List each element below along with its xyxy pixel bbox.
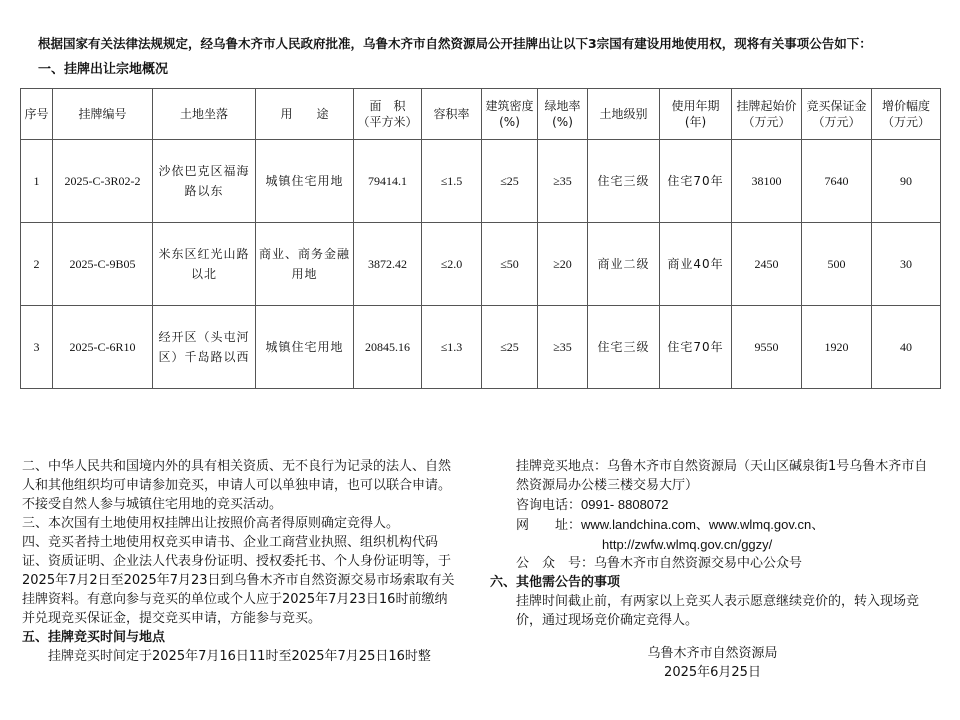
cell-years: 住宅70年 [660,140,732,223]
cell-green: ≥35 [538,306,588,389]
phone-label: 咨询电话： [516,498,582,513]
deposit-header-line1: 竞买保证金 [806,99,867,113]
cell-deposit: 500 [802,223,872,306]
green-header-line2: (%) [552,115,573,129]
col-header-far: 容积率 [422,89,482,140]
col-header-grade: 土地级别 [588,89,660,140]
cell-location: 米东区红光山路以北 [153,223,256,306]
section-2-eligibility: 二、中华人民共和国境内外的具有相关资质、无不良行为记录的法人、自然人和其他组织均可申请参加竞买，申请人可以单独申请，也可以联合申请。不接受自然人参与城镇住宅用地的竞买活动。 [22,459,452,512]
cell-start-price: 9550 [732,306,802,389]
cell-start-price: 38100 [732,140,802,223]
left-column [22,457,458,666]
section-4-application: 四、竞买者持土地使用权竞买申请书、企业工商营业执照、组织机构代码证、资质证明、企业法人代表身份证明、授权委托书、个人身份证明等，于2025年7月2日至2025年7月23日到乌鲁木齐市自然资源交易市场索取有关挂牌资料。有意向参与竞买的单位或个人应于2025年7月23日16时前缴纳并兑现竞买保证金，提交竞买申请，方能参与竞买。 [22,535,455,626]
cell-area: 3872.42 [354,223,422,306]
inc-header-line2: （万元） [881,115,930,129]
density-header-line1: 建筑密度 [485,99,534,113]
col-header-use: 用 途 [256,89,354,140]
col-header-location: 土地坐落 [153,89,256,140]
cell-density: ≤25 [482,140,538,223]
col-header-green [538,89,588,140]
listing-place: 挂牌竞买地点：乌鲁木齐市自然资源局（天山区碱泉街1号乌鲁木齐市自然资源局办公楼三楼交易大厅） [516,459,928,493]
issue-date: 2025年6月25日 [664,665,761,680]
wechat-account: 公 众 号：乌鲁木齐市自然资源交易中心公众号 [516,556,803,571]
cell-area: 79414.1 [354,140,422,223]
cell-increment: 40 [872,306,941,389]
announcement-intro: 根据国家有关法律法规规定，经乌鲁木齐市人民政府批准，乌鲁木齐市自然资源局公开挂牌出让以下3宗国有建设用地使用权，现将有关事项公告如下： [38,36,872,51]
col-header-start-price [732,89,802,140]
cell-deposit: 1920 [802,306,872,389]
col-header-deposit [802,89,872,140]
cell-years: 商业40年 [660,223,732,306]
cell-no: 2 [21,223,53,306]
area-header-line2: （平方米） [357,115,418,129]
contact-phone [490,495,935,515]
cell-far: ≤2.0 [422,223,482,306]
cell-location: 经开区（头屯河区）千岛路以西 [153,306,256,389]
phone-number: 0991- 8808072 [581,497,669,512]
cell-green: ≥20 [538,223,588,306]
cell-far: ≤1.5 [422,140,482,223]
col-header-increment [872,89,941,140]
green-header-line1: 绿地率 [544,99,581,113]
section-6-title: 六、其他需公告的事项 [490,575,621,590]
cell-increment: 30 [872,223,941,306]
cell-density: ≤50 [482,223,538,306]
cell-start-price: 2450 [732,223,802,306]
col-header-years: 使用年期(年) [660,89,732,140]
right-column [490,457,935,682]
density-header-line2: (%) [499,115,520,129]
listing-time: 挂牌竞买时间定于2025年7月16日11时至2025年7月25日16时整 [48,649,431,664]
start-header-line2: （万元） [742,115,791,129]
cell-use: 城镇住宅用地 [256,306,354,389]
cell-no: 1 [21,140,53,223]
table-header-row [21,89,941,140]
col-header-no: 序号 [21,89,53,140]
cell-no: 3 [21,306,53,389]
table-row [21,223,941,306]
cell-location: 沙依巴克区福海路以东 [153,140,256,223]
deposit-header-line2: （万元） [812,115,861,129]
cell-years: 住宅70年 [660,306,732,389]
area-header-line1: 面 积 [369,99,406,113]
cell-grade: 住宅三级 [588,306,660,389]
col-header-code: 挂牌编号 [53,89,153,140]
cell-use: 城镇住宅用地 [256,140,354,223]
website-label: 网 址： [516,518,582,533]
section-3-principle: 三、本次国有土地使用权挂牌出让按照价高者得原则确定竞得人。 [22,516,400,531]
cell-deposit: 7640 [802,140,872,223]
section-title-land-overview: 一、挂牌出让宗地概况 [38,62,169,77]
start-header-line1: 挂牌起始价 [736,99,797,113]
inc-header-line1: 增价幅度 [881,99,930,113]
cell-code: 2025-C-3R02-2 [53,140,153,223]
issuer-name: 乌鲁木齐市自然资源局 [647,646,778,661]
cell-area: 20845.16 [354,306,422,389]
cell-use: 商业、商务金融用地 [256,223,354,306]
website-line [490,515,935,535]
website-link-1[interactable]: www.landchina.com、www.wlmq.gov.cn、 [581,517,825,532]
website-link-2[interactable]: http://zwfw.wlmq.gov.cn/ggzy/ [602,537,773,552]
cell-green: ≥35 [538,140,588,223]
land-parcel-table [20,88,941,389]
cell-code: 2025-C-6R10 [53,306,153,389]
section-5-title: 五、挂牌竞买时间与地点 [22,630,166,645]
cell-grade: 商业二级 [588,223,660,306]
cell-increment: 90 [872,140,941,223]
cell-density: ≤25 [482,306,538,389]
table-row [21,306,941,389]
table-row [21,140,941,223]
cell-code: 2025-C-9B05 [53,223,153,306]
col-header-density [482,89,538,140]
cell-far: ≤1.3 [422,306,482,389]
cell-grade: 住宅三级 [588,140,660,223]
col-header-area [354,89,422,140]
section-6-body: 挂牌时间截止前，有两家以上竞买人表示愿意继续竞价的，转入现场竞价，通过现场竞价确定竞得人。 [516,594,920,628]
